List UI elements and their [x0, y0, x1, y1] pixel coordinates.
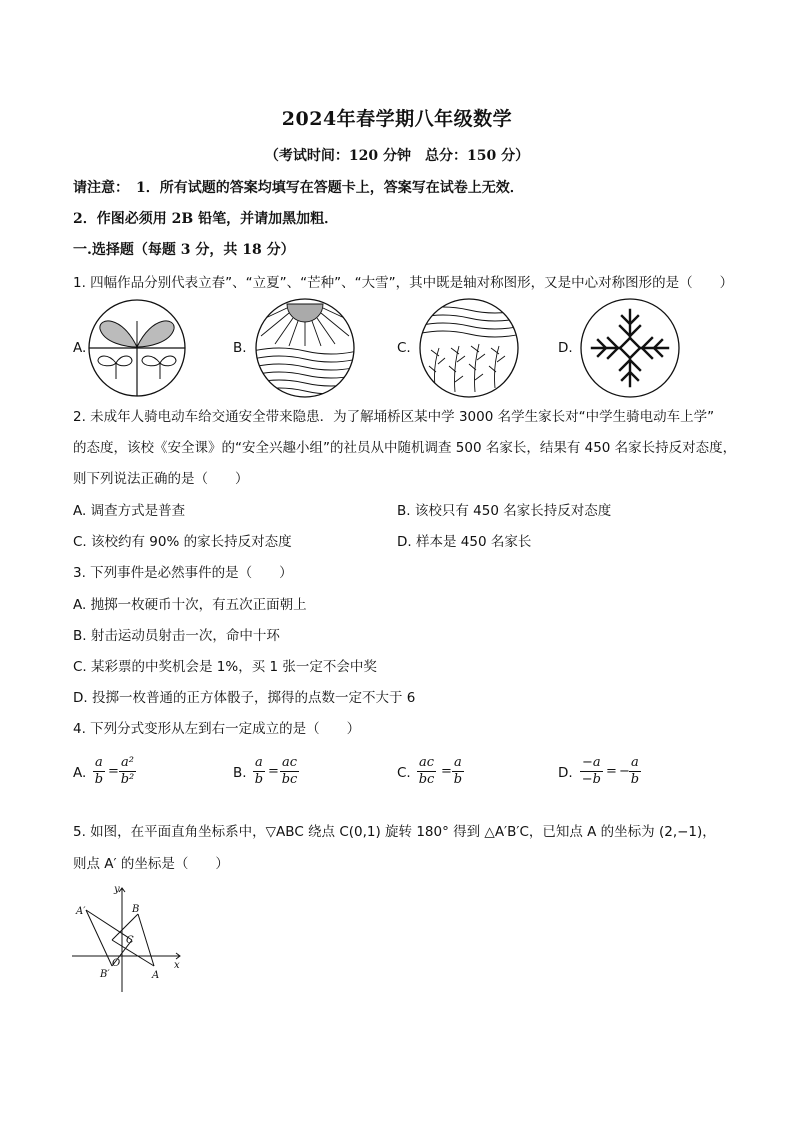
q1-figure-d	[578, 296, 682, 400]
q2-stem-line-1: 2. 未成年人骑电动车给交通安全带来隐患．为了解埇桥区某中学 3000 名学生家长对“中学生骑电动车上学”	[73, 409, 715, 425]
q5-label-a-prime: A′	[76, 906, 86, 917]
q2-option-d: D. 样本是 450 名家长	[397, 534, 532, 550]
q5-label-c: C	[126, 935, 134, 946]
q3-option-d: D. 投掷一枚普通的正方体骰子，掷得的点数一定不大于 6	[73, 690, 416, 706]
q1-option-c-label: C.	[397, 340, 411, 356]
exam-subtitle: （考试时间：120 分钟 总分：150 分）	[264, 148, 530, 164]
section-heading: 一.选择题（每题 3 分，共 18 分）	[73, 242, 295, 258]
q4-c-rhs-fraction: $\frac{a}{b}$	[453, 755, 463, 787]
q4-stem: 4. 下列分式变形从左到右一定成立的是（ ）	[73, 721, 361, 737]
q4-d-equals: =	[606, 764, 617, 779]
q2-stem-line-2: 的态度，该校《安全课》的“安全兴趣小组”的社员从中随机调查 500 名家长，结果有 450 名家长持反对态度，	[73, 440, 737, 456]
q2-option-a: A. 调查方式是普查	[73, 503, 186, 519]
q4-option-d-label: D.	[558, 765, 573, 781]
q3-stem: 3. 下列事件是必然事件的是（ ）	[73, 565, 293, 581]
q4-c-equals: =	[441, 764, 452, 779]
q3-option-a: A. 抛掷一枚硬币十次，有五次正面朝上	[73, 597, 307, 613]
q1-option-d-label: D.	[558, 340, 573, 356]
q5-label-x-axis: x	[174, 960, 180, 971]
q1-option-a-label: A.	[73, 340, 87, 356]
q1-figure-a	[86, 297, 188, 399]
q5-label-a: A	[152, 970, 160, 981]
page-title: 2024年春学期八年级数学	[281, 108, 513, 130]
q5-coordinate-figure	[68, 880, 188, 995]
q4-b-lhs-fraction: $\frac{a}{b}$	[254, 755, 264, 787]
q4-option-a-label: A.	[73, 765, 87, 781]
q5-stem-line-2: 则点 A′ 的坐标是（ ）	[73, 856, 229, 872]
q4-d-minus-sign: −	[619, 764, 630, 779]
q1-option-b-label: B.	[233, 340, 247, 356]
q1-stem: 1. 四幅作品分别代表立春”、“立夏”、“芒种”、“大雪”，其中既是轴对称图形，又是中心对称图形的是（ ）	[73, 275, 734, 291]
q4-d-lhs-fraction: $\frac{-a}{-b}$	[581, 755, 601, 787]
q2-option-b: B. 该校只有 450 名家长持反对态度	[397, 503, 612, 519]
q4-a-lhs-fraction: $\frac{a}{b}$	[94, 755, 104, 787]
q5-label-b: B	[132, 904, 140, 915]
q2-option-c: C. 该校约有 90% 的家长持反对态度	[73, 534, 292, 550]
q2-stem-line-3: 则下列说法正确的是（ ）	[73, 471, 249, 487]
q3-option-b: B. 射击运动员射击一次，命中十环	[73, 628, 280, 644]
q3-option-c: C. 某彩票的中奖机会是 1%，买 1 张一定不会中奖	[73, 659, 377, 675]
q4-b-rhs-fraction: $\frac{ac}{bc}$	[281, 755, 298, 787]
q4-option-c-label: C.	[397, 765, 411, 781]
q4-option-b-label: B.	[233, 765, 247, 781]
q1-figure-c	[417, 296, 521, 400]
notice-line-2: 2．作图必须用 2B 铅笔，并请加黑加粗．	[73, 211, 339, 227]
q4-d-rhs-fraction: $\frac{a}{b}$	[630, 755, 640, 787]
q1-figure-b	[253, 296, 357, 400]
q4-a-equals: =	[108, 764, 119, 779]
notice-line-1: 请注意： 1．所有试题的答案均填写在答题卡上，答案写在试卷上无效．	[73, 180, 524, 196]
q5-label-y-axis: y	[114, 884, 120, 895]
q5-stem-line-1: 5. 如图，在平面直角坐标系中，▽ABC 绕点 C(0,1) 旋转 180° 得到 △A′B′C，已知点 A 的坐标为 (2,−1)，	[73, 824, 716, 840]
q5-label-b-prime: B′	[100, 969, 110, 980]
q4-a-rhs-fraction: $\frac{\text{a²}}{\text{b²}}$	[120, 755, 135, 787]
q5-label-o: O	[112, 958, 121, 969]
q4-c-lhs-fraction: $\frac{ac}{bc}$	[418, 755, 435, 787]
q4-b-equals: =	[268, 764, 279, 779]
